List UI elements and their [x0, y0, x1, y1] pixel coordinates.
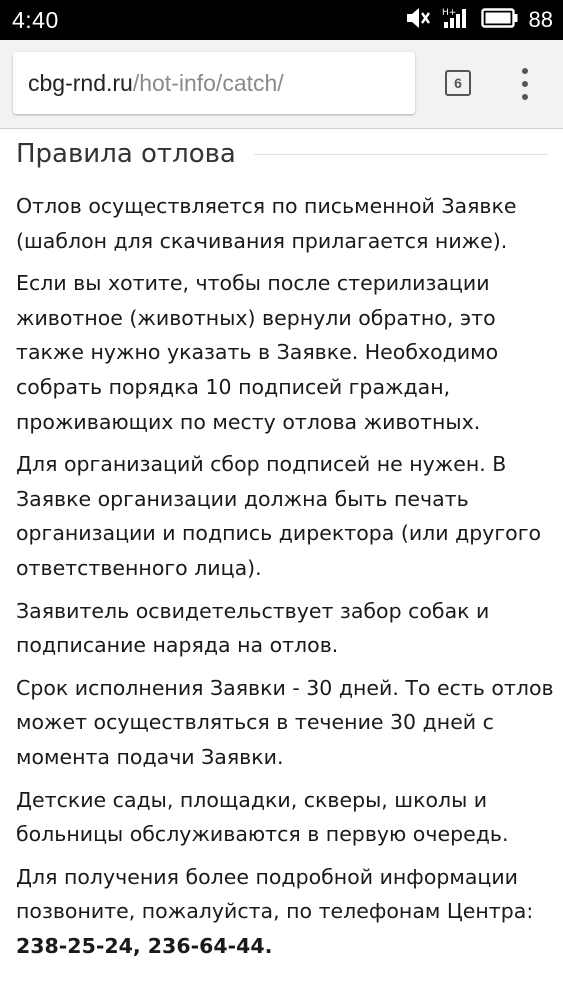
menu-dot-icon: [522, 68, 528, 74]
article-heading-row: [16, 137, 548, 171]
svg-text:H+: H+: [441, 7, 456, 18]
tab-switcher-button[interactable]: [445, 70, 471, 96]
status-icons: [405, 6, 553, 34]
paragraph: Если вы хотите, чтобы после стерилизации животное (животных) вернули обратно, это также нужно указать в Заявке. Необходимо собрать порядка 10 подписей граждан, проживающих по месту отлова животных.: [16, 271, 499, 434]
status-bar: [0, 0, 563, 40]
contact-text: Для получения более подробной информации позвоните, пожалуйста, по телефонам Центра:: [16, 864, 534, 924]
heading-divider: [254, 154, 548, 155]
signal-icon: [441, 6, 471, 35]
battery-percent: 88: [528, 7, 553, 32]
mute-icon: [405, 6, 431, 35]
status-time: 4:40: [12, 7, 59, 33]
paragraph: Заявитель освидетельствует забор собак и подписание наряда на отлов.: [16, 598, 490, 658]
menu-dot-icon: [522, 81, 528, 87]
article-title: Правила отлова: [16, 139, 236, 169]
url-path: /hot-info/catch/: [132, 69, 284, 96]
paragraph: Срок исполнения Заявки - 30 дней. То есть отлов может осуществляться в течение 30 дней с момента подачи Заявки.: [16, 675, 554, 769]
tab-count: 6: [454, 75, 462, 91]
browser-toolbar: [0, 40, 563, 129]
url-domain: cbg-rnd.ru: [28, 69, 133, 96]
contact-phones[interactable]: 238-25-24, 236-64-44.: [16, 933, 273, 958]
paragraph: Для организаций сбор подписей не нужен. В Заявке организации должна быть печать организации и подпись директора (или другого ответственного лица).: [16, 452, 542, 580]
overflow-menu-button[interactable]: [515, 68, 535, 100]
contact-paragraph: [16, 860, 556, 964]
page-content: [0, 129, 563, 1000]
menu-dot-icon: [522, 94, 528, 100]
paragraph: Детские сады, площадки, скверы, школы и больницы обслуживаются в первую очередь.: [16, 787, 509, 847]
address-bar[interactable]: [13, 52, 415, 114]
battery-icon: [481, 7, 519, 34]
paragraph: Отлов осуществляется по письменной Заявке (шаблон для скачивания прилагается ниже).: [16, 194, 517, 253]
article-body: [16, 189, 556, 971]
